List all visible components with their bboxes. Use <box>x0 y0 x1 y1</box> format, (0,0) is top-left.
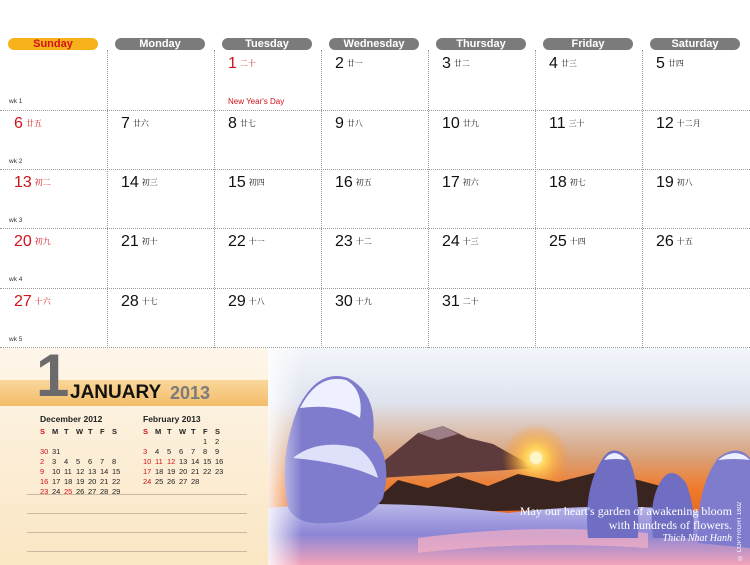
mini-calendar-day: 15 <box>112 466 121 476</box>
mini-calendar-week <box>143 446 227 456</box>
day-number: 22 十一 <box>228 233 265 250</box>
day-cell[interactable] <box>333 228 426 287</box>
week-number-label: wk 4 <box>9 276 23 283</box>
mini-calendar-day: 29 <box>112 486 121 496</box>
weekday-header-thursday: Thursday <box>436 38 526 50</box>
day-number: 9 廿八 <box>335 115 363 132</box>
day-number: 8 廿七 <box>228 115 256 132</box>
day-number: 7 廿六 <box>121 115 149 132</box>
mini-calendar-day: 18 <box>155 466 164 476</box>
mini-calendar-weekday: T <box>64 426 69 436</box>
week-number-label: wk 5 <box>9 336 23 343</box>
holiday-label: New Year's Day <box>228 97 285 106</box>
lunar-date: 廿五 <box>25 119 42 128</box>
day-cell[interactable] <box>547 228 640 287</box>
day-cell[interactable] <box>12 288 105 347</box>
mini-calendar-day: 22 <box>203 466 212 476</box>
mini-calendar-day: 16 <box>215 456 224 466</box>
lunar-date: 十七 <box>141 297 158 306</box>
mini-calendar-day: 5 <box>76 456 81 466</box>
lunar-date: 初十 <box>141 237 158 246</box>
day-number: 29 十八 <box>228 293 265 310</box>
day-cell[interactable] <box>333 50 426 109</box>
day-number: 1 二十 <box>228 55 256 72</box>
mini-calendar-title: February 2013 <box>143 414 201 424</box>
mini-calendar-day: 2 <box>40 456 45 466</box>
day-cell[interactable] <box>654 228 747 287</box>
day-number: 17 初六 <box>442 174 479 191</box>
mini-calendar-week <box>40 476 124 486</box>
lunar-date: 初七 <box>569 178 586 187</box>
mini-calendar-day <box>76 436 88 446</box>
grid-vline <box>428 50 429 348</box>
mini-calendar-day: 12 <box>76 466 85 476</box>
day-cell[interactable] <box>119 169 212 228</box>
grid-vline <box>214 50 215 348</box>
mini-calendar-weekday: T <box>167 426 172 436</box>
weekday-header-wednesday: Wednesday <box>329 38 419 50</box>
mini-calendar-week <box>143 466 227 476</box>
mini-calendar-day <box>64 446 76 456</box>
mini-calendar-weekday: S <box>215 426 221 436</box>
day-cell[interactable] <box>547 50 640 109</box>
lunar-date: 十六 <box>34 297 51 306</box>
mini-calendar-day: 13 <box>88 466 97 476</box>
mini-calendar-table <box>143 426 227 486</box>
day-cell[interactable] <box>226 288 319 347</box>
grid-vline <box>321 50 322 348</box>
day-cell[interactable] <box>547 110 640 169</box>
mini-calendar-week <box>143 476 227 486</box>
lunar-date: 廿九 <box>462 119 479 128</box>
day-number: 19 初八 <box>656 174 693 191</box>
day-cell[interactable] <box>333 288 426 347</box>
day-cell[interactable] <box>119 50 212 109</box>
mini-calendar-day: 11 <box>64 466 72 476</box>
mini-calendar-day: 16 <box>40 476 49 486</box>
lunar-date: 十三 <box>462 237 479 246</box>
weekday-header-sunday: Sunday <box>8 38 98 50</box>
mini-calendar-weekday: T <box>191 426 196 436</box>
mini-calendar-weekday: M <box>155 426 162 436</box>
day-cell[interactable] <box>440 228 533 287</box>
mini-calendar-weekday: F <box>100 426 105 436</box>
mini-calendar-day: 17 <box>143 466 152 476</box>
mini-calendar-week <box>40 436 124 446</box>
day-number: 26 十五 <box>656 233 693 250</box>
quote-line-2: with hundreds of flowers. <box>608 518 732 532</box>
day-number: 27 十六 <box>14 293 51 310</box>
mini-calendar-day: 21 <box>191 466 200 476</box>
day-number: 3 廿二 <box>442 55 470 72</box>
day-number: 23 十二 <box>335 233 372 250</box>
day-number: 18 初七 <box>549 174 586 191</box>
mini-calendar-day <box>88 436 100 446</box>
day-number: 13 初二 <box>14 174 51 191</box>
mini-calendar-day: 3 <box>143 446 148 456</box>
mini-calendar-day: 24 <box>52 486 61 496</box>
day-cell[interactable] <box>654 169 747 228</box>
mini-calendar-day <box>143 436 155 446</box>
mini-calendar-february <box>143 414 227 486</box>
day-number: 11 三十 <box>549 115 585 132</box>
mini-calendar-day: 21 <box>100 476 109 486</box>
winter-sunset-photo <box>268 348 750 565</box>
day-cell[interactable] <box>226 169 319 228</box>
day-cell[interactable] <box>12 50 105 109</box>
mini-calendar-day: 7 <box>191 446 196 456</box>
weekday-header-monday: Monday <box>115 38 205 50</box>
week-number-label: wk 1 <box>9 98 23 105</box>
mini-calendar-day: 23 <box>40 486 49 496</box>
lunar-date: 初五 <box>355 178 372 187</box>
mini-calendar-header-row <box>40 426 124 436</box>
mini-calendar-december <box>40 414 124 496</box>
lunar-date: 初三 <box>141 178 158 187</box>
mini-calendar-day: 27 <box>88 486 97 496</box>
quote-line-1: May our heart's garden of awakening bloom <box>519 504 732 518</box>
mini-calendar-day <box>203 476 215 486</box>
lunar-date: 二十 <box>239 59 256 68</box>
day-number: 5 廿四 <box>656 55 684 72</box>
mini-calendar-week <box>143 456 227 466</box>
lunar-date: 廿三 <box>560 59 577 68</box>
day-cell[interactable] <box>226 50 319 109</box>
day-cell[interactable] <box>12 169 105 228</box>
mini-calendar-day: 18 <box>64 476 73 486</box>
mini-calendar-day <box>112 436 124 446</box>
day-cell[interactable] <box>226 110 319 169</box>
mini-calendar-day: 30 <box>40 446 49 456</box>
mini-calendar-day <box>167 436 179 446</box>
mini-calendar-day: 14 <box>100 466 109 476</box>
lunar-date: 十二 <box>355 237 372 246</box>
mini-calendar-day: 12 <box>167 456 176 466</box>
grid-vline <box>107 50 108 348</box>
day-cell[interactable] <box>119 288 212 347</box>
mini-calendar-week <box>143 436 227 446</box>
day-cell[interactable] <box>654 110 747 169</box>
quote-block <box>520 504 732 546</box>
mini-calendar-day: 5 <box>167 446 172 456</box>
mini-calendar-day <box>100 436 112 446</box>
day-cell[interactable] <box>440 169 533 228</box>
day-number: 16 初五 <box>335 174 372 191</box>
mini-calendar-day: 28 <box>191 476 200 486</box>
day-number: 30 十九 <box>335 293 372 310</box>
lunar-date: 十五 <box>676 237 693 246</box>
day-number: 10 廿九 <box>442 115 479 132</box>
mini-calendar-weekday: S <box>40 426 46 436</box>
mini-calendar-weekday: S <box>143 426 149 436</box>
lunar-date: 廿一 <box>346 59 363 68</box>
day-cell[interactable] <box>12 110 105 169</box>
mini-calendar-day: 20 <box>88 476 97 486</box>
mini-calendar-weekday: F <box>203 426 208 436</box>
day-number: 12 十二月 <box>656 115 701 132</box>
mini-calendar-day: 1 <box>203 436 208 446</box>
mini-calendar-day: 31 <box>52 446 61 456</box>
weekday-header-friday: Friday <box>543 38 633 50</box>
mini-calendar-day <box>155 436 167 446</box>
quote-author: Thich Nhat Hanh <box>662 533 732 544</box>
mini-calendar-day: 11 <box>155 456 163 466</box>
mini-calendar-day: 4 <box>155 446 160 456</box>
mini-calendar-day <box>88 446 100 456</box>
lunar-date: 廿四 <box>667 59 684 68</box>
mini-calendar-day <box>100 446 112 456</box>
day-number: 28 十七 <box>121 293 158 310</box>
mini-calendar-day: 19 <box>167 466 176 476</box>
day-number: 31 二十 <box>442 293 479 310</box>
mini-calendar-day: 25 <box>155 476 164 486</box>
day-number: 4 廿三 <box>549 55 577 72</box>
day-cell[interactable] <box>226 228 319 287</box>
weekday-header-saturday: Saturday <box>650 38 740 50</box>
lunar-date: 初九 <box>34 237 51 246</box>
day-cell[interactable] <box>119 228 212 287</box>
day-cell[interactable] <box>547 169 640 228</box>
mini-calendar-day: 2 <box>215 436 220 446</box>
mini-calendar-day: 27 <box>179 476 188 486</box>
day-cell[interactable] <box>333 169 426 228</box>
day-number: 15 初四 <box>228 174 265 191</box>
day-cell[interactable] <box>333 110 426 169</box>
day-number: 21 初十 <box>121 233 158 250</box>
mini-calendar-day <box>191 436 203 446</box>
day-cell[interactable] <box>547 288 640 347</box>
mini-calendar-day: 3 <box>52 456 57 466</box>
mini-calendar-day: 26 <box>76 486 85 496</box>
mini-calendar-day: 4 <box>64 456 69 466</box>
mini-calendar-week <box>40 456 124 466</box>
note-line <box>27 551 247 552</box>
month-number: 1 <box>36 342 70 409</box>
lunar-date: 初二 <box>34 178 51 187</box>
day-number: 6 廿五 <box>14 115 42 132</box>
day-cell[interactable] <box>440 110 533 169</box>
mini-calendar-day: 25 <box>64 486 73 496</box>
mini-calendar-title: December 2012 <box>40 414 103 424</box>
mini-calendar-day: 17 <box>52 476 61 486</box>
lunar-date: 十二月 <box>676 119 701 128</box>
mini-calendar-day: 28 <box>100 486 109 496</box>
mini-calendar-day <box>52 436 64 446</box>
mini-calendar-weekday: W <box>179 426 187 436</box>
lunar-date: 二十 <box>462 297 479 306</box>
mini-calendar-day: 6 <box>179 446 184 456</box>
lunar-date: 廿二 <box>453 59 470 68</box>
lunar-date: 廿八 <box>346 119 363 128</box>
mini-calendar-weekday: M <box>52 426 59 436</box>
mini-calendar-day <box>179 436 191 446</box>
year-label: 2013 <box>170 383 211 403</box>
day-cell[interactable] <box>12 228 105 287</box>
grid-vline <box>642 50 643 348</box>
week-number-label: wk 2 <box>9 158 23 165</box>
month-grid <box>0 50 750 348</box>
lunar-date: 十九 <box>355 297 372 306</box>
mini-calendar-day: 20 <box>179 466 188 476</box>
mini-calendar-day: 6 <box>88 456 93 466</box>
lunar-date: 十四 <box>569 237 586 246</box>
mini-calendar-week <box>40 446 124 456</box>
mini-calendar-day: 7 <box>100 456 105 466</box>
mini-calendar-day: 10 <box>52 466 61 476</box>
day-cell[interactable] <box>440 288 533 347</box>
mini-calendar-weekday: S <box>112 426 118 436</box>
mini-calendar-day <box>215 476 227 486</box>
mini-calendar-weekday: W <box>76 426 84 436</box>
mini-calendar-day <box>76 446 88 456</box>
lunar-date: 初六 <box>462 178 479 187</box>
day-number: 20 初九 <box>14 233 51 250</box>
mini-calendar-day: 9 <box>40 466 45 476</box>
mini-calendar-day: 24 <box>143 476 152 486</box>
day-cell[interactable] <box>440 50 533 109</box>
week-number-label: wk 3 <box>9 217 23 224</box>
weekday-header-tuesday: Tuesday <box>222 38 312 50</box>
month-name: JANUARY <box>70 382 162 403</box>
day-number: 24 十三 <box>442 233 479 250</box>
note-line <box>27 494 247 495</box>
mini-calendar-table <box>40 426 124 496</box>
day-cell[interactable] <box>654 288 747 347</box>
day-number: 2 廿一 <box>335 55 363 72</box>
lunar-date: 十一 <box>248 237 265 246</box>
grid-vline <box>535 50 536 348</box>
mini-calendar-day: 26 <box>167 476 176 486</box>
mini-calendar-day <box>64 436 76 446</box>
mini-calendar-week <box>40 466 124 476</box>
mini-calendar-day: 15 <box>203 456 212 466</box>
mini-calendar-day: 23 <box>215 466 224 476</box>
day-cell[interactable] <box>119 110 212 169</box>
lunar-date: 三十 <box>568 119 585 128</box>
mini-calendar-day: 10 <box>143 456 152 466</box>
mini-calendar-header-row <box>143 426 227 436</box>
lunar-date: 初八 <box>676 178 693 187</box>
lunar-date: 廿七 <box>239 119 256 128</box>
lunar-date: 初四 <box>248 178 265 187</box>
lunar-date: 廿六 <box>132 119 149 128</box>
copyright-label: © COPYRIGHT 1802 <box>737 501 743 560</box>
mini-calendar-weekday: T <box>88 426 93 436</box>
mini-calendar-day: 9 <box>215 446 220 456</box>
mini-calendar-day <box>112 446 124 456</box>
mini-calendar-day: 8 <box>203 446 208 456</box>
lunar-date: 十八 <box>248 297 265 306</box>
mini-calendar-day <box>40 436 52 446</box>
note-line <box>27 532 247 533</box>
mini-calendar-day: 13 <box>179 456 188 466</box>
note-line <box>27 513 247 514</box>
day-number: 14 初三 <box>121 174 158 191</box>
mini-calendar-day: 14 <box>191 456 200 466</box>
day-cell[interactable] <box>654 50 747 109</box>
day-number: 25 十四 <box>549 233 586 250</box>
mini-calendar-day: 22 <box>112 476 121 486</box>
mini-calendar-day: 8 <box>112 456 117 466</box>
mini-calendar-day: 19 <box>76 476 85 486</box>
